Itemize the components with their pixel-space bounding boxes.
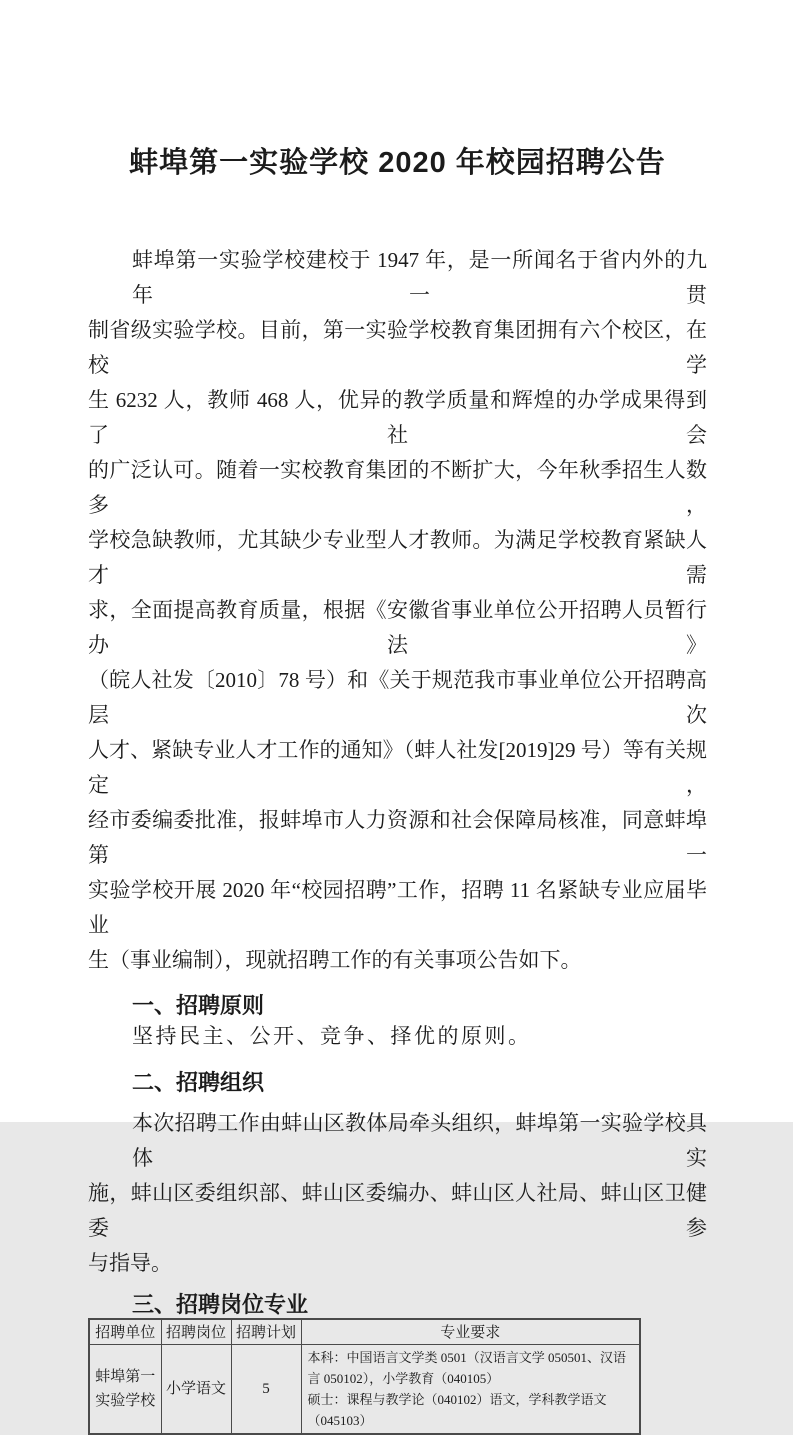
text-line: 经市委编委批准，报蚌埠市人力资源和社会保障局核准，同意蚌埠第一 (88, 808, 707, 867)
text-line: 实验学校开展 2020 年“校园招聘”工作，招聘 11 名紧缺专业应届毕业 (88, 878, 707, 937)
table-header-row (89, 1319, 640, 1344)
header-position: 招聘岗位 (161, 1319, 231, 1344)
table-row (89, 1344, 640, 1434)
text-line: 本次招聘工作由蚌山区教体局牵头组织，蚌埠第一实验学校具体实 (132, 1111, 707, 1170)
section-1-paragraph (88, 1019, 707, 1054)
header-recruiting-unit: 招聘单位 (89, 1319, 161, 1344)
text-line: 制省级实验学校。目前，第一实验学校教育集团拥有六个校区，在校学 (88, 318, 707, 377)
cell-major-requirement: 本科：中国语言文学类 0501（汉语言文学 050501、汉语言 050102），小学教育（040105） 硕士：课程与教学论（040102）语文，学科教学语文（045103） (301, 1344, 640, 1434)
text-line: 的广泛认可。随着一实校教育集团的不断扩大，今年秋季招生人数多， (88, 458, 707, 517)
header-plan: 招聘计划 (231, 1319, 301, 1344)
text-line: 蚌埠第一实验学校建校于 1947 年，是一所闻名于省内外的九年一贯 (132, 248, 707, 307)
text-line: 生 6232 人，教师 468 人，优异的教学质量和辉煌的办学成果得到了社会 (88, 388, 707, 447)
text-line: 施，蚌山区委组织部、蚌山区委编办、蚌山区人社局、蚌山区卫健委参 (88, 1181, 707, 1240)
cell-recruiting-unit: 蚌埠第一 实验学校 (89, 1344, 161, 1434)
text-line: 求，全面提高教育质量，根据《安徽省事业单位公开招聘人员暂行办法》 (88, 598, 707, 657)
page-title: 蚌埠第一实验学校 2020 年校园招聘公告 (129, 147, 666, 179)
text-line: 生（事业编制），现就招聘工作的有关事项公告如下。 (88, 948, 582, 972)
intro-paragraph (88, 243, 707, 978)
cell-position: 小学语文 (161, 1344, 231, 1434)
cell-plan: 5 (231, 1344, 301, 1434)
text-line: 人才、紧缺专业人才工作的通知》（蚌人社发[2019]29 号）等有关规定， (88, 738, 707, 797)
text-line: 学校急缺教师，尤其缺少专业型人才教师。为满足学校教育紧缺人才需 (88, 528, 707, 587)
text-line: 坚持民主、公开、竞争、择优的原则。 (132, 1024, 532, 1048)
section-2-heading: 二、招聘组织 (132, 1070, 265, 1095)
text-line: （皖人社发〔2010〕78 号）和《关于规范我市事业单位公开招聘高层次 (88, 668, 707, 727)
section-2-paragraph (88, 1106, 707, 1281)
text-line: 与指导。 (88, 1251, 172, 1275)
section-3-heading: 三、招聘岗位专业 (132, 1292, 309, 1317)
header-major-requirement: 专业要求 (301, 1319, 640, 1344)
positions-table (88, 1318, 641, 1435)
section-1-heading: 一、招聘原则 (132, 993, 265, 1018)
